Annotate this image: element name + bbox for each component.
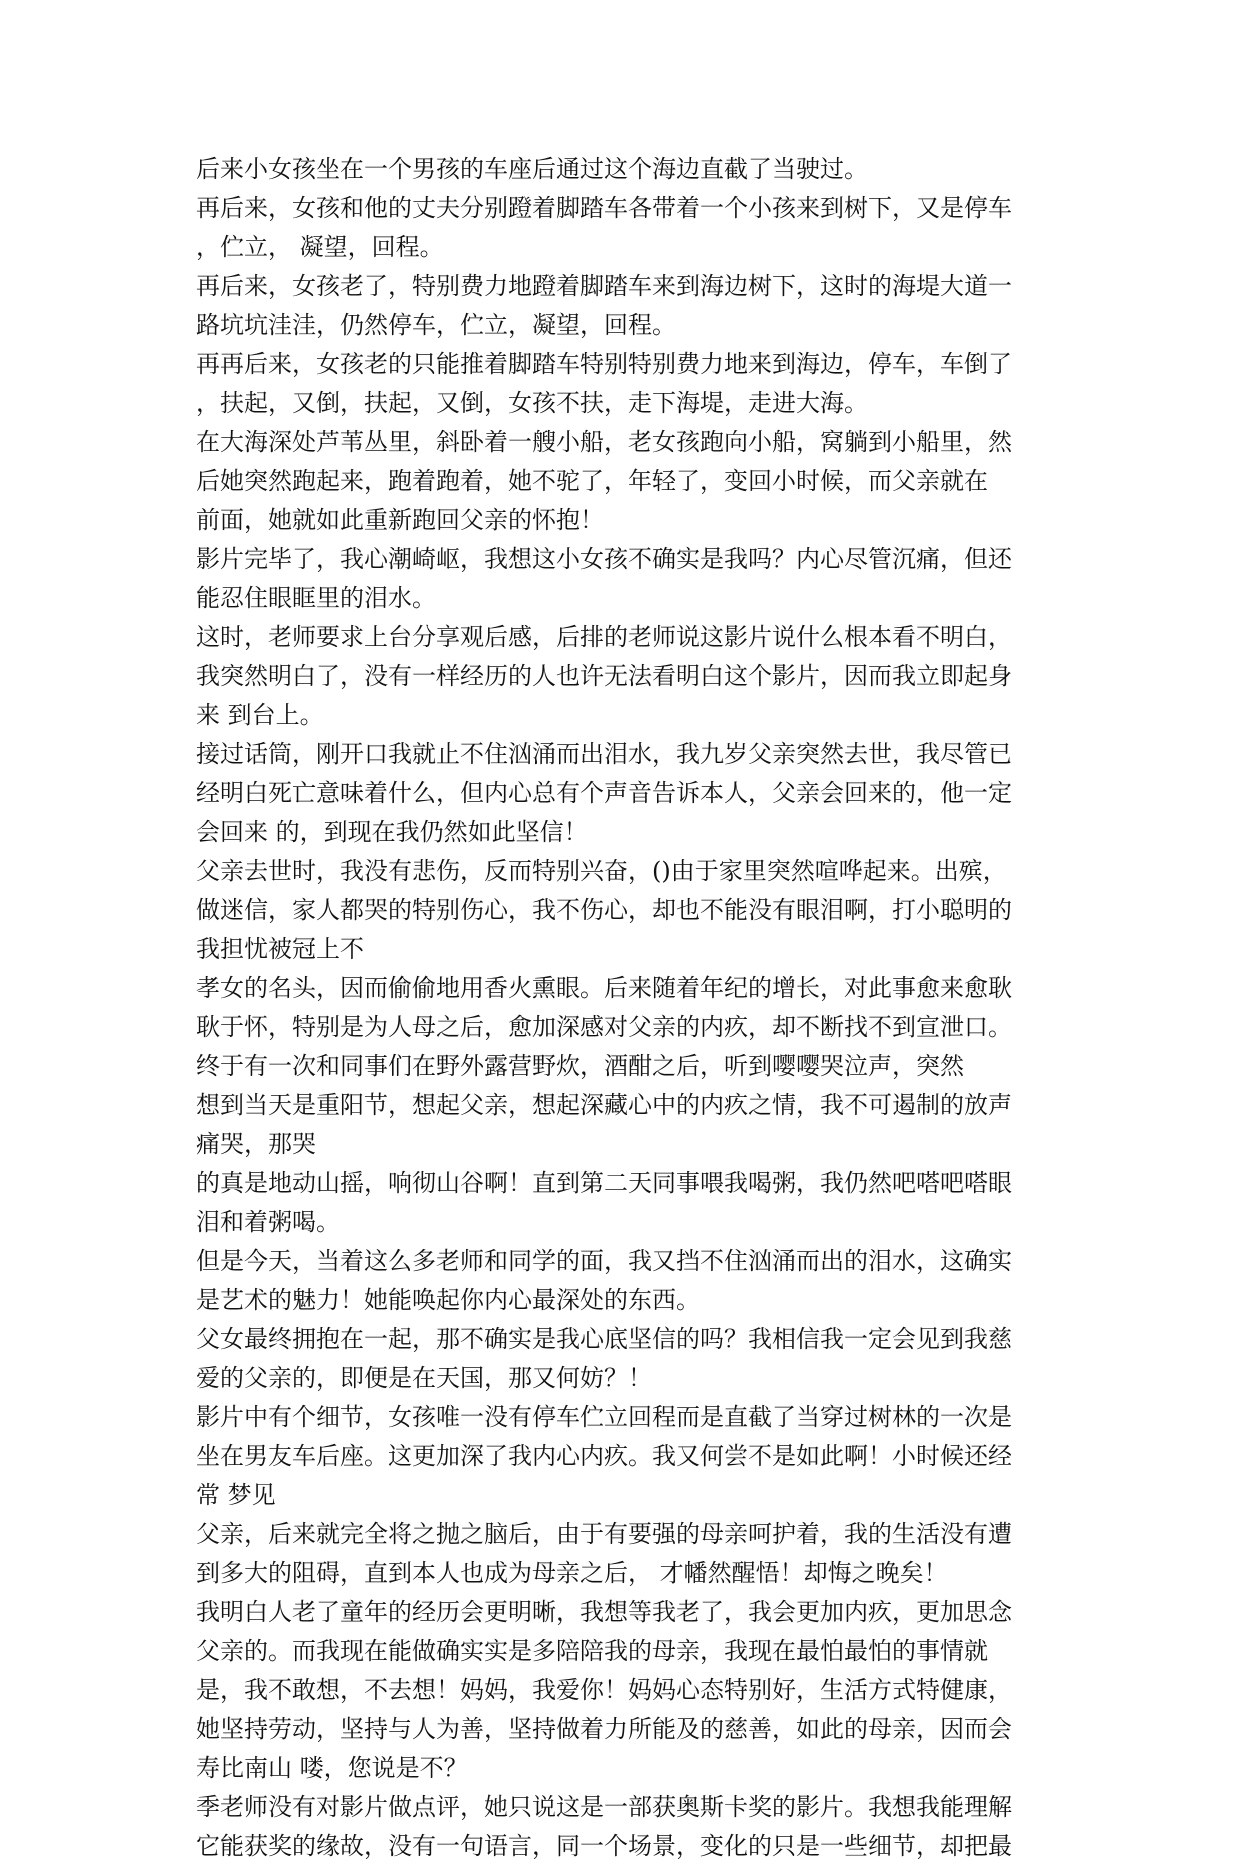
text-line: 寿比南山 喽，您说是不？ <box>196 1754 468 1782</box>
text-line: 父女最终拥抱在一起，那不确实是我心底坚信的吗？我相信我一定会见到我慈 <box>196 1325 1012 1353</box>
text-line: 做迷信，家人都哭的特别伤心，我不伤心，却也不能没有眼泪啊，打小聪明的 <box>196 896 1012 924</box>
text-line: 后来小女孩坐在一个男孩的车座后通过这个海边直截了当驶过。 <box>196 155 868 183</box>
text-line: 再再后来，女孩老的只能推着脚踏车特别特别费力地来到海边，停车，车倒了 <box>196 350 1012 378</box>
text-line: 在大海深处芦苇丛里，斜卧着一艘小船，老女孩跑向小船，窝躺到小船里，然 <box>196 428 1012 456</box>
text-line: 到多大的阻碍，直到本人也成为母亲之后， 才幡然醒悟！却悔之晚矣！ <box>196 1559 948 1587</box>
text-line: 我突然明白了，没有一样经历的人也许无法看明白这个影片，因而我立即起身 <box>196 662 1012 690</box>
text-line: 这时，老师要求上台分享观后感，后排的老师说这影片说什么根本看不明白， <box>196 623 1012 651</box>
text-line: 影片中有个细节，女孩唯一没有停车伫立回程而是直截了当穿过树林的一次是 <box>196 1403 1012 1431</box>
text-line: 孝女的名头，因而偷偷地用香火熏眼。后来随着年纪的增长，对此事愈来愈耿 <box>196 974 1012 1002</box>
text-line: 再后来，女孩老了，特别费力地蹬着脚踏车来到海边树下，这时的海堤大道一 <box>196 272 1012 300</box>
text-line: 坐在男友车后座。这更加深了我内心内疚。我又何尝不是如此啊！小时候还经 <box>196 1442 1012 1470</box>
text-line: 季老师没有对影片做点评，她只说这是一部获奥斯卡奖的影片。我想我能理解 <box>196 1793 1012 1821</box>
text-line: 的真是地动山摇，响彻山谷啊！直到第二天同事喂我喝粥，我仍然吧嗒吧嗒眼 <box>196 1169 1012 1197</box>
text-line: 再后来，女孩和他的丈夫分别蹬着脚踏车各带着一个小孩来到树下，又是停车 <box>196 194 1012 222</box>
text-line: 能忍住眼眶里的泪水。 <box>196 584 436 612</box>
text-line: 我担忧被冠上不 <box>196 935 364 963</box>
text-line: 终于有一次和同事们在野外露营野炊，酒酣之后，听到嘤嘤哭泣声，突然 <box>196 1052 964 1080</box>
text-line: 前面，她就如此重新跑回父亲的怀抱！ <box>196 506 604 534</box>
text-line: 接过话筒，刚开口我就止不住汹涌而出泪水，我九岁父亲突然去世，我尽管已 <box>196 740 1012 768</box>
text-line: 我明白人老了童年的经历会更明晰，我想等我老了，我会更加内疚，更加思念 <box>196 1598 1012 1626</box>
text-line: 来 到台上。 <box>196 701 324 729</box>
text-line: 父亲去世时，我没有悲伤，反而特别兴奋，()由于家里突然喧哗起来。出殡， <box>196 857 1007 885</box>
text-line: 后她突然跑起来，跑着跑着，她不驼了，年轻了，变回小时候，而父亲就在 <box>196 467 988 495</box>
text-line: 它能获奖的缘故，没有一句语言，同一个场景，变化的只是一些细节，却把最 <box>196 1832 1012 1860</box>
text-line: 但是今天，当着这么多老师和同学的面，我又挡不住汹涌而出的泪水，这确实 <box>196 1247 1012 1275</box>
body-text <box>196 150 1076 1866</box>
text-line: 常 梦见 <box>196 1481 276 1509</box>
text-line: 爱的父亲的，即便是在天国，那又何妨？！ <box>196 1364 652 1392</box>
text-line: 会回来 的，到现在我仍然如此坚信！ <box>196 818 588 846</box>
text-line: ，伫立， 凝望，回程。 <box>196 233 444 261</box>
text-line: 父亲的。而我现在能做确实实是多陪陪我的母亲，我现在最怕最怕的事情就 <box>196 1637 988 1665</box>
text-line: 她坚持劳动，坚持与人为善，坚持做着力所能及的慈善，如此的母亲，因而会 <box>196 1715 1012 1743</box>
text-line: 耿于怀，特别是为人母之后，愈加深感对父亲的内疚，却不断找不到宣泄口。 <box>196 1013 1012 1041</box>
text-line: 影片完毕了，我心潮崎岖，我想这小女孩不确实是我吗？内心尽管沉痛，但还 <box>196 545 1012 573</box>
text-line: 是艺术的魅力！她能唤起你内心最深处的东西。 <box>196 1286 700 1314</box>
text-line: 父亲，后来就完全将之抛之脑后，由于有要强的母亲呵护着，我的生活没有遭 <box>196 1520 1012 1548</box>
text-line: 泪和着粥喝。 <box>196 1208 340 1236</box>
text-line: 路坑坑洼洼，仍然停车，伫立，凝望，回程。 <box>196 311 676 339</box>
text-line: ，扶起，又倒，扶起，又倒，女孩不扶，走下海堤，走进大海。 <box>196 389 868 417</box>
text-line: 经明白死亡意味着什么，但内心总有个声音告诉本人，父亲会回来的，他一定 <box>196 779 1012 807</box>
text-line: 痛哭，那哭 <box>196 1130 316 1158</box>
text-line: 是，我不敢想，不去想！妈妈，我爱你！妈妈心态特别好，生活方式特健康， <box>196 1676 1012 1704</box>
text-line: 想到当天是重阳节，想起父亲，想起深藏心中的内疚之情，我不可遏制的放声 <box>196 1091 1012 1119</box>
